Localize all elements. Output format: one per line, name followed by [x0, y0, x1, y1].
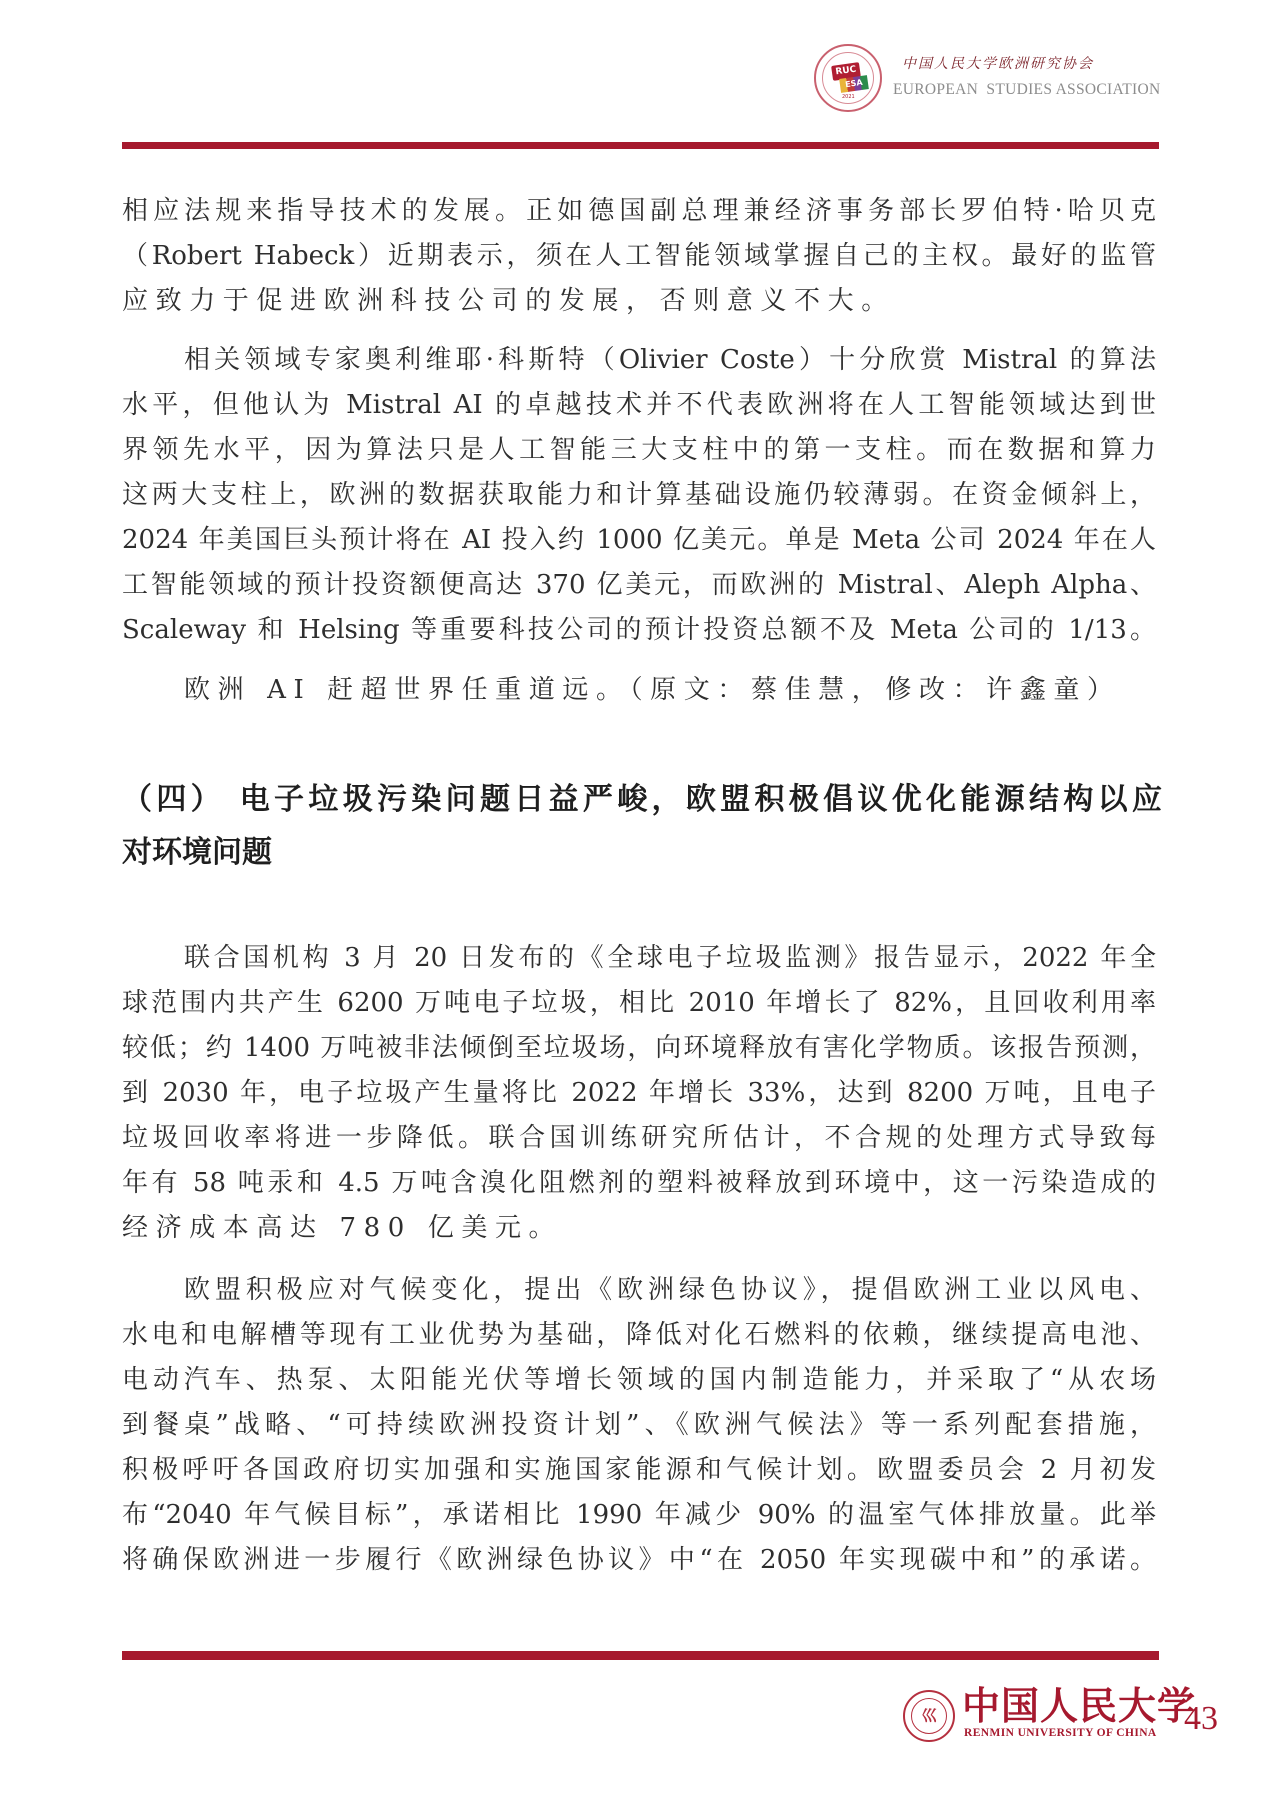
footer-divider: [122, 1651, 1159, 1660]
header-org-name-cn: 中国人民大学欧洲研究协会: [902, 56, 1094, 72]
paragraph-2-line: 界领先水平，因为算法只是人工智能三大支柱中的第一支柱。而在数据和算力: [122, 435, 1156, 465]
paragraph-4-line: 球范围内共产生 6200 万吨电子垃圾，相比 2010 年增长了 82%，且回收利用率: [122, 988, 1156, 1018]
paragraph-2-line: 这两大支柱上，欧洲的数据获取能力和计算基础设施仍较薄弱。在资金倾斜上，: [122, 480, 1156, 510]
footer-university-name-en: RENMIN UNIVERSITY OF CHINA: [964, 1727, 1157, 1739]
paragraph-4-line: 联合国机构 3 月 20 日发布的《全球电子垃圾监测》报告显示，2022 年全: [184, 943, 1156, 973]
paragraph-1-line: （Robert Habeck）近期表示，须在人工智能领域掌握自己的主权。最好的监管: [122, 241, 1156, 271]
paragraph-4-line: 较低；约 1400 万吨被非法倾倒至垃圾场，向环境释放有害化学物质。该报告预测，: [122, 1033, 1156, 1063]
page-number: 43: [1184, 1700, 1218, 1737]
paragraph-1-line: 应致力于促进欧洲科技公司的发展，否则意义不大。: [122, 286, 895, 316]
esa-logo: [814, 44, 882, 112]
seal-glyph: 巛: [911, 1698, 947, 1734]
university-seal-icon: [903, 1690, 955, 1742]
section-heading: 对环境问题: [122, 835, 272, 870]
paragraph-4-line: 经济成本高达 780 亿美元。: [122, 1213, 563, 1243]
paragraph-5-line: 欧盟积极应对气候变化，提出《欧洲绿色协议》，提倡欧洲工业以风电、: [184, 1275, 1156, 1305]
paragraph-4-line: 到 2030 年，电子垃圾产生量将比 2022 年增长 33%，达到 8200 万吨，且电子: [122, 1078, 1156, 1108]
paragraph-5-line: 到餐桌”战略、“可持续欧洲投资计划”、《欧洲气候法》等一系列配套措施，: [122, 1410, 1156, 1440]
paragraph-2-line: 工智能领域的预计投资额便高达 370 亿美元，而欧洲的 Mistral、Aleph Alpha、: [122, 570, 1156, 600]
paragraph-5-line: 布“2040 年气候目标”，承诺相比 1990 年减少 90% 的温室气体排放量。此举: [122, 1500, 1156, 1530]
paragraph-2-line: 水平，但他认为 Mistral AI 的卓越技术并不代表欧洲将在人工智能领域达到世: [122, 390, 1156, 420]
logo-ruc-badge: RUC: [831, 62, 861, 81]
attribution-line: 欧洲 AI 赶超世界任重道远。（原文：蔡佳慧，修改：许鑫童）: [184, 675, 1121, 705]
section-heading: （四） 电子垃圾污染问题日益严峻，欧盟积极倡议优化能源结构以应: [122, 782, 1162, 817]
paragraph-5-line: 积极呼吁各国政府切实加强和实施国家能源和气候计划。欧盟委员会 2 月初发: [122, 1455, 1156, 1485]
logo-esa-badge: ESA: [839, 75, 869, 93]
paragraph-4-line: 垃圾回收率将进一步降低。联合国训练研究所估计，不合规的处理方式导致每: [122, 1123, 1156, 1153]
paragraph-2-line: 2024 年美国巨头预计将在 AI 投入约 1000 亿美元。单是 Meta 公司 2024 年在人: [122, 525, 1156, 555]
paragraph-1-line: 相应法规来指导技术的发展。正如德国副总理兼经济事务部长罗伯特·哈贝克: [122, 196, 1156, 226]
footer-university-name-cn: 中国人民大学: [962, 1683, 1197, 1728]
paragraph-2-line: Scaleway 和 Helsing 等重要科技公司的预计投资总额不及 Meta 公司的 1/13。: [122, 615, 1156, 645]
paragraph-5-line: 将确保欧洲进一步履行《欧洲绿色协议》中“在 2050 年实现碳中和”的承诺。: [122, 1545, 1156, 1575]
logo-year: 2021: [842, 94, 855, 100]
paragraph-5-line: 电动汽车、热泵、太阳能光伏等增长领域的国内制造能力，并采取了“从农场: [122, 1365, 1156, 1395]
header-org-name-en: EUROPEAN STUDIES ASSOCIATION: [893, 81, 1161, 98]
paragraph-4-line: 年有 58 吨汞和 4.5 万吨含溴化阻燃剂的塑料被释放到环境中，这一污染造成的: [122, 1168, 1156, 1198]
header-divider: [122, 142, 1159, 149]
paragraph-5-line: 水电和电解槽等现有工业优势为基础，降低对化石燃料的依赖，继续提高电池、: [122, 1320, 1156, 1350]
paragraph-2-line: 相关领域专家奥利维耶·科斯特（Olivier Coste）十分欣赏 Mistral 的算法: [184, 345, 1156, 375]
